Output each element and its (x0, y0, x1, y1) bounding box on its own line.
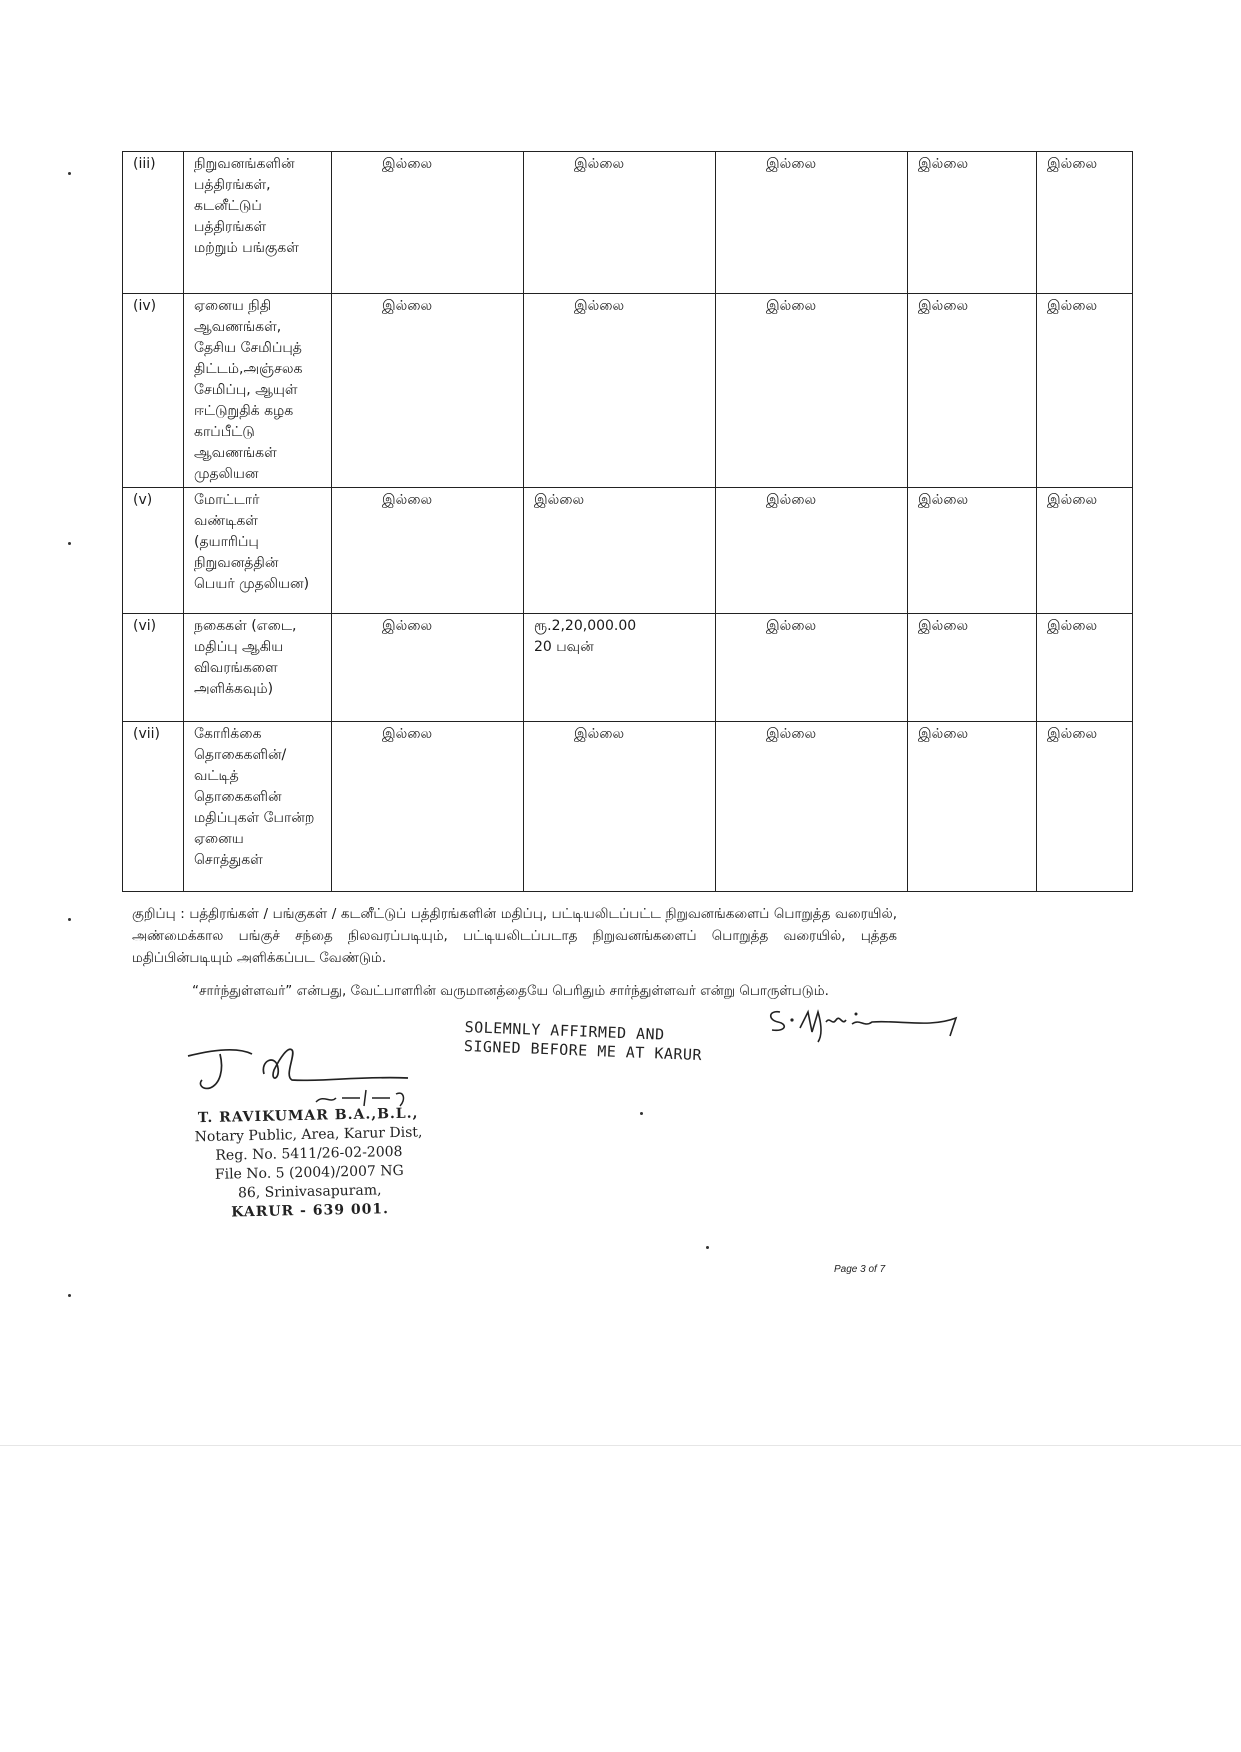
value-cell: இல்லை (1037, 294, 1133, 488)
value-cell: இல்லை (1037, 488, 1133, 614)
description-line: கோரிக்கை (194, 726, 262, 742)
scan-speck (640, 1112, 643, 1115)
definition-text: “சார்ந்துள்ளவர்” என்பது, வேட்பாளரின் வருமானத்தையே பெரிதும் சார்ந்துள்ளவர் என்று பொருள்படும். (192, 983, 829, 999)
description-line: ஆவணங்கள், (194, 319, 282, 335)
value-cell: இல்லை (716, 294, 908, 488)
scan-speck (68, 1294, 71, 1297)
value-cell: இல்லை (332, 614, 524, 722)
description-line: நகைகள் (எடை, (194, 618, 297, 634)
description-line: (தயாரிப்பு (194, 534, 259, 550)
value-cell: இல்லை (332, 152, 524, 294)
value-cell: இல்லை (716, 488, 908, 614)
value-cell: இல்லை (332, 294, 524, 488)
description-line: ஏனைய (194, 831, 244, 847)
value-cell: இல்லை (908, 722, 1037, 892)
value-line: இல்லை (574, 298, 625, 314)
value-cell (524, 614, 716, 722)
description-line: திட்டம்,அஞ்சலக (194, 361, 303, 377)
notary-address-2: KARUR - 639 001. (231, 1201, 390, 1221)
row-number: (vii) (123, 722, 184, 892)
row-description (184, 722, 332, 892)
row-description (184, 488, 332, 614)
row-number: (iv) (123, 294, 184, 488)
value-cell: இல்லை (716, 152, 908, 294)
description-line: பெயர் முதலியன) (194, 576, 310, 592)
value-cell (524, 152, 716, 294)
description-line: ஆவணங்கள் (194, 445, 277, 461)
affirmation-stamp (464, 1018, 704, 1065)
description-line: அளிக்கவும்) (194, 681, 274, 697)
notary-address-1: 86, Srinivasapuram, (237, 1182, 382, 1202)
description-line: பத்திரங்கள், (194, 177, 271, 193)
description-line: ஏனைய நிதி (194, 298, 272, 314)
description-line: மற்றும் பங்குகள் (194, 240, 299, 256)
row-description (184, 614, 332, 722)
value-cell: இல்லை (1037, 722, 1133, 892)
value-cell: இல்லை (1037, 152, 1133, 294)
scan-speck (68, 172, 71, 175)
notary-reg: Reg. No. 5411/26-02-2008 (215, 1143, 403, 1164)
value-cell: இல்லை (716, 722, 908, 892)
candidate-signature (760, 998, 980, 1048)
notary-title: Notary Public, Area, Karur Dist, (194, 1124, 423, 1146)
notary-file: File No. 5 (2004)/2007 NG (214, 1162, 404, 1183)
row-number: (vi) (123, 614, 184, 722)
description-line: மதிப்புகள் போன்ற (194, 810, 315, 826)
row-number: (v) (123, 488, 184, 614)
description-line: நிறுவனங்களின் (194, 156, 295, 172)
row-number: (iii) (123, 152, 184, 294)
description-line: ஈட்டுறுதிக் கழக (194, 403, 294, 419)
scan-speck (68, 918, 71, 921)
table-row (123, 722, 1133, 892)
scan-speck (706, 1246, 709, 1249)
note-paragraph: குறிப்பு : பத்திரங்கள் / பங்குகள் / கடனீட்டுப் பத்திரங்களின் மதிப்பு, பட்டியலிடப்பட்ட நிறுவனங்களைப் பொறுத்த வரையில், அண்மைக்கால பங்குச் சந்தை நிலவரப்படியும், பட்டியலிடப்படாத நிறுவனங்களைப் பொறுத்த வரையில், புத்தக மதிப்பின்படியும் அளிக்கப்பட வேண்டும். (132, 906, 897, 966)
scan-fold-line (0, 1445, 1241, 1446)
value-line: ரூ.2,20,000.00 (534, 618, 637, 634)
description-line: நிறுவனத்தின் (194, 555, 279, 571)
row-description (184, 152, 332, 294)
table-row (123, 614, 1133, 722)
table-row (123, 294, 1133, 488)
description-line: காப்பீட்டு (194, 424, 255, 440)
stamp-line-2: SIGNED BEFORE ME AT KARUR (463, 1036, 703, 1065)
value-cell: இல்லை (908, 614, 1037, 722)
value-line: இல்லை (574, 726, 625, 742)
description-line: பத்திரங்கள் (194, 219, 267, 235)
description-line: மோட்டார் (194, 492, 260, 508)
value-line: இல்லை (534, 492, 585, 508)
description-line: வண்டிகள் (194, 513, 258, 529)
scan-speck (68, 542, 71, 545)
description-line: முதலியன (194, 466, 259, 482)
table-row (123, 152, 1133, 294)
value-cell: இல்லை (332, 488, 524, 614)
description-line: மதிப்பு ஆகிய (194, 639, 284, 655)
value-line: 20 பவுன் (534, 639, 594, 655)
value-cell: இல்லை (1037, 614, 1133, 722)
value-cell: இல்லை (908, 152, 1037, 294)
description-line: சேமிப்பு, ஆயுள் (194, 382, 298, 398)
page-number: Page 3 of 7 (834, 1264, 886, 1275)
assets-table (122, 151, 1133, 892)
value-line: இல்லை (574, 156, 625, 172)
row-description (184, 294, 332, 488)
value-cell (524, 488, 716, 614)
value-cell: இல்லை (908, 488, 1037, 614)
value-cell: இல்லை (332, 722, 524, 892)
value-cell: இல்லை (908, 294, 1037, 488)
description-line: தொகைகளின் (194, 789, 282, 805)
value-cell (524, 722, 716, 892)
description-line: தொகைகளின்/ (194, 747, 287, 763)
notary-seal (158, 1104, 460, 1224)
notary-name: T. RAVIKUMAR B.A.,B.L., (197, 1105, 419, 1127)
description-line: சொத்துகள் (194, 852, 263, 868)
value-cell: இல்லை (716, 614, 908, 722)
description-line: கடனீட்டுப் (194, 198, 262, 214)
table-row (123, 488, 1133, 614)
description-line: வட்டித் (194, 768, 239, 784)
value-cell (524, 294, 716, 488)
stamp-line-1: SOLEMNLY AFFIRMED AND (464, 1018, 666, 1044)
description-line: தேசிய சேமிப்புத் (194, 340, 302, 356)
description-line: விவரங்களை (194, 660, 278, 676)
